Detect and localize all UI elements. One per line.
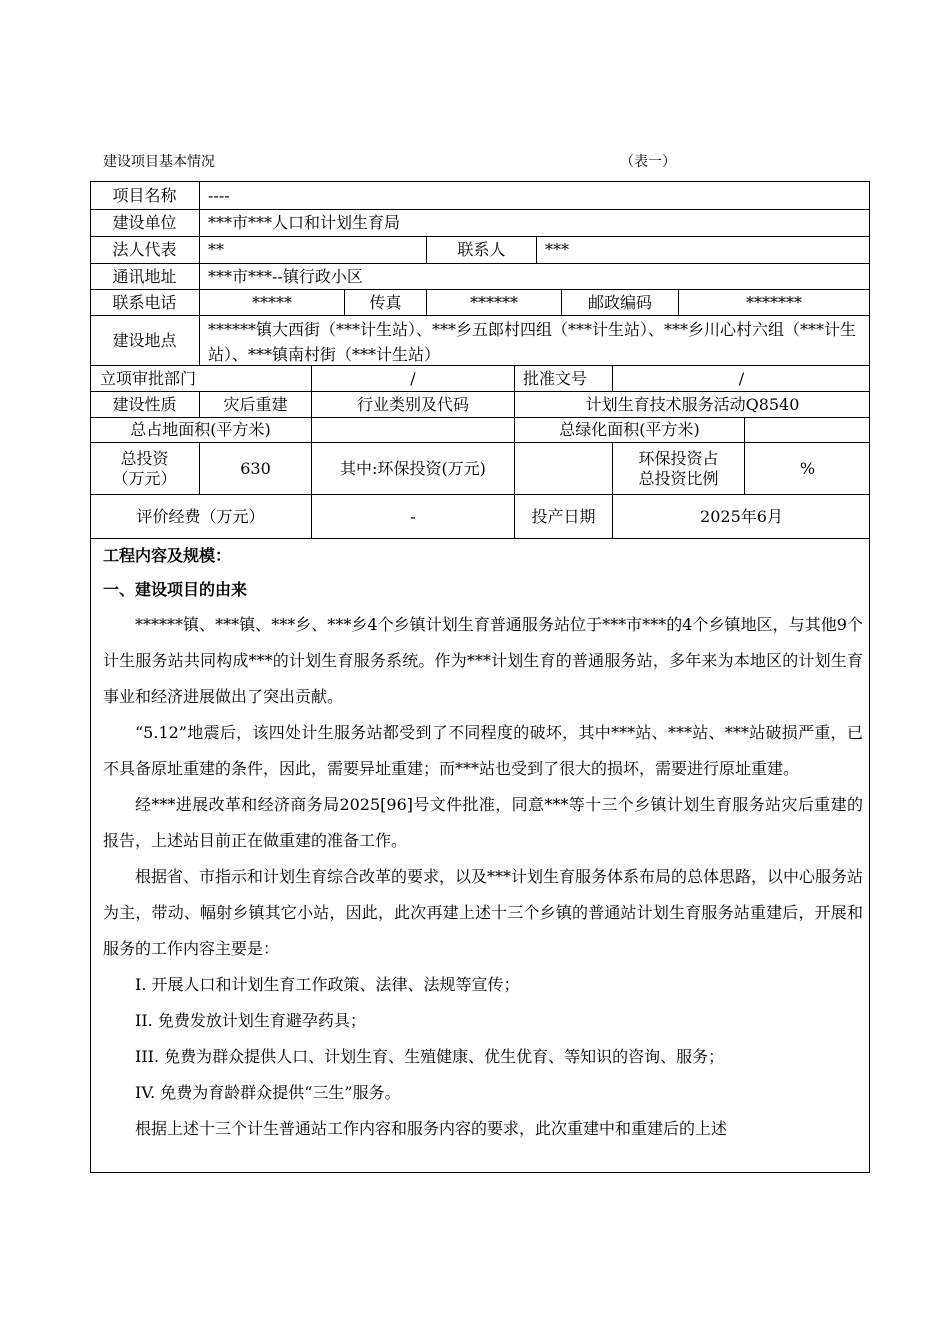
address-value: ***市***--镇行政小区	[208, 266, 363, 286]
legal-rep-value: **	[208, 240, 224, 259]
eval-fee-label: 评价经费（万元）	[136, 506, 265, 526]
address-label: 通讯地址	[112, 266, 177, 286]
list-item-3: III. 免费为群众提供人口、计划生育、生殖健康、优生优育、等知识的咨询、服务；	[135, 1047, 725, 1066]
approval-dept-value: /	[410, 368, 416, 388]
invest-label-line2: （万元）	[112, 468, 177, 488]
ratio-label	[613, 443, 744, 494]
approval-doc-label: 批准文号	[523, 368, 588, 388]
postcode-label: 邮政编码	[587, 292, 652, 312]
start-date-value: 2025年6月	[700, 506, 783, 526]
site-label: 建设地点	[112, 330, 177, 350]
paragraph-1: ******镇、***镇、***乡、***乡4个乡镇计划生育普通服务站位于***市***的4个乡镇地区，与其他9个计生服务站共同构成***的计划生育服务系统。作为***计划生育的普通服务站，多年来为本地区的计划生育事业和经济进展做出了突出贡献。	[103, 615, 863, 706]
project-content	[103, 539, 863, 1147]
env-invest-label: 其中:环保投资(万元)	[340, 458, 486, 478]
table-number: （表一）	[620, 154, 676, 170]
area-label: 总占地面积(平方米)	[130, 420, 271, 439]
paragraph-5: 根据上述十三个计生普通站工作内容和服务内容的要求，此次重建中和重建后的上述	[135, 1119, 728, 1138]
green-label: 总绿化面积(平方米)	[559, 420, 700, 439]
industry-value: 计划生育技术服务活动Q8540	[585, 394, 800, 414]
contact-value: ***	[545, 240, 569, 259]
ratio-label-line1: 环保投资占	[638, 448, 719, 468]
invest-label	[90, 443, 199, 494]
green-value	[745, 418, 870, 442]
site-value: ******镇大西街（***计生站）、***乡五郎村四组（***计生站）、***乡川心村六组（***计生站）、***镇南村街（***计生站）	[208, 320, 857, 364]
builder-value: ***市***人口和计划生育局	[208, 213, 401, 232]
approval-dept-label: 立项审批部门	[100, 368, 197, 388]
approval-doc-value: /	[738, 368, 745, 388]
builder-label: 建设单位	[112, 213, 177, 232]
ratio-label-line2: 总投资比例	[638, 468, 719, 488]
ratio-value: %	[799, 458, 816, 478]
industry-label: 行业类别及代码	[356, 394, 469, 414]
section-heading: 一、建设项目的由来	[103, 580, 248, 599]
invest-label-line1: 总投资	[120, 448, 169, 468]
legal-rep-label: 法人代表	[112, 240, 177, 259]
start-date-label: 投产日期	[531, 506, 596, 526]
list-item-1: I. 开展人口和计划生育工作政策、法律、法规等宣传；	[135, 975, 520, 994]
area-value	[312, 418, 514, 442]
postcode-value: *******	[746, 292, 802, 312]
env-invest-value	[515, 443, 612, 494]
phone-value: *****	[252, 292, 292, 312]
table-caption: 建设项目基本情况	[103, 154, 215, 170]
paragraph-3: 经***进展改革和经济商务局2025[96]号文件批准，同意***等十三个乡镇计划生育服务站灾后重建的报告，上述站目前正在做重建的准备工作。	[103, 795, 863, 850]
content-heading: 工程内容及规模：	[103, 546, 232, 565]
project-name-value: ----	[208, 185, 230, 205]
invest-value: 630	[240, 458, 271, 478]
row-divider	[90, 315, 870, 316]
project-name-label: 项目名称	[112, 185, 177, 205]
nature-label: 建设性质	[112, 394, 177, 414]
list-item-4: IV. 免费为育龄群众提供“三生”服务。	[135, 1083, 401, 1102]
fax-label: 传真	[369, 292, 402, 312]
paragraph-4: 根据省、市指示和计划生育综合改革的要求，以及***计划生育服务体系布局的总体思路，以中心服务站为主，带动、幅射乡镇其它小站，因此，此次再建上述十三个乡镇的普通站计划生育服务站重建后，开展和服务的工作内容主要是：	[103, 867, 864, 958]
phone-label: 联系电话	[112, 292, 177, 312]
fax-value: ******	[470, 292, 518, 312]
list-item-2: II. 免费发放计划生育避孕药具；	[135, 1011, 366, 1030]
eval-fee-value: -	[410, 506, 416, 526]
nature-value: 灾后重建	[223, 394, 288, 414]
contact-label: 联系人	[457, 240, 506, 259]
paragraph-2: “5.12”地震后，该四处计生服务站都受到了不同程度的破坏，其中***站、***站、***站破损严重，已不具备原址重建的条件，因此，需要异址重建；而***站也受到了很大的损坏，需要进行原址重建。	[103, 723, 863, 778]
